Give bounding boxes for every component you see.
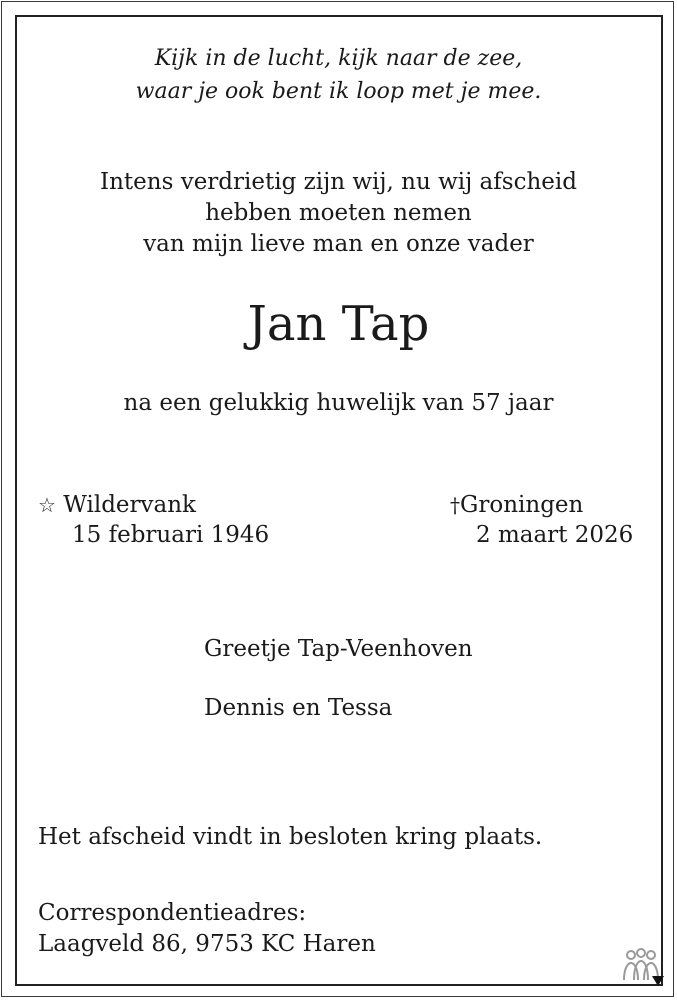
caret-down-icon[interactable] bbox=[652, 976, 664, 986]
correspondence-label: Correspondentieadres: bbox=[38, 900, 307, 926]
star-icon: ☆ bbox=[38, 493, 56, 517]
birth-place: Wildervank bbox=[63, 492, 196, 518]
death-date: 2 maart 2026 bbox=[476, 522, 634, 548]
birth-line bbox=[38, 490, 196, 520]
poem-line-2: waar je ook bent ik loop met je mee. bbox=[135, 79, 542, 104]
marriage-text: na een gelukkig huwelijk van 57 jaar bbox=[123, 390, 554, 416]
children-names: Dennis en Tessa bbox=[204, 695, 393, 721]
poem-line-1: Kijk in de lucht, kijk naar de zee, bbox=[154, 46, 523, 71]
birth-date: 15 februari 1946 bbox=[72, 522, 270, 548]
deceased-name: Jan Tap bbox=[247, 296, 430, 352]
intro-line-2: hebben moeten nemen bbox=[205, 200, 472, 226]
death-line bbox=[450, 490, 583, 520]
intro-line-1: Intens verdrietig zijn wij, nu wij afscheid bbox=[100, 169, 577, 195]
correspondence-address: Laagveld 86, 9753 KC Haren bbox=[38, 931, 376, 957]
cross-icon: † bbox=[450, 493, 460, 517]
spouse-name: Greetje Tap-Veenhoven bbox=[204, 636, 473, 662]
intro-line-3: van mijn lieve man en onze vader bbox=[143, 231, 534, 257]
death-place: Groningen bbox=[460, 492, 584, 518]
farewell-note: Het afscheid vindt in besloten kring plaats. bbox=[38, 824, 543, 850]
